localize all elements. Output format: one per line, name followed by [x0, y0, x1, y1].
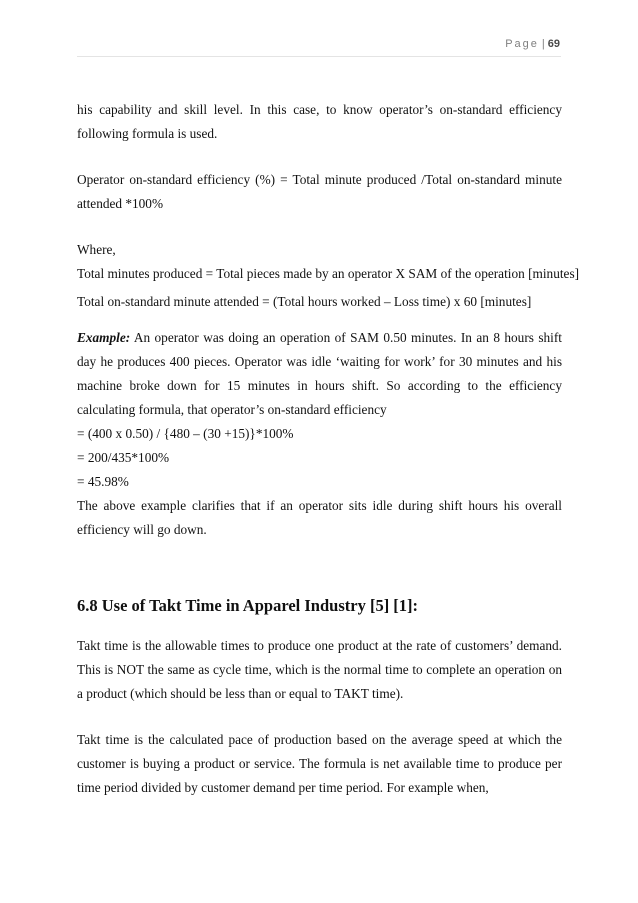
- calculation-step-1: = (400 x 0.50) / {480 – (30 +15)}*100%: [77, 426, 294, 441]
- calculation-step-2: = 200/435*100%: [77, 450, 170, 465]
- conclusion-paragraph: The above example clarifies that if an operator sits idle during shift hours his overall efficiency will go down.: [77, 498, 562, 537]
- calculation-step-3: = 45.98%: [77, 474, 129, 489]
- header-separator: |: [541, 38, 545, 50]
- definition-total-minutes: Total minutes produced = Total pieces made by an operator X SAM of the operation [minutes]: [77, 266, 580, 281]
- section-heading: 6.8 Use of Takt Time in Apparel Industry [5] [1]:: [77, 596, 419, 615]
- document-body: [77, 98, 580, 800]
- takt-paragraph-2: Takt time is the calculated pace of production based on the average speed at which the customer is buying a product or service. The formula is net available time to produce per time period divided by customer demand per time period. For example when,: [77, 732, 562, 795]
- example-paragraph: [77, 326, 562, 422]
- formula-paragraph: Operator on-standard efficiency (%) = Total minute produced /Total on-standard minute attended *100%: [77, 172, 562, 211]
- example-text: An operator was doing an operation of SAM 0.50 minutes. In an 8 hours shift day he produces 400 pieces. Operator was idle ‘waiting for work’ for 30 minutes and his machine broke down for 15 minutes in hours shift. So according to the efficiency calculating formula, that operator’s on-standard efficiency: [77, 330, 562, 417]
- header-rule: [77, 56, 561, 57]
- page-header: [505, 38, 560, 50]
- paragraph-intro: his capability and skill level. In this case, to know operator’s on-standard efficiency following formula is used.: [77, 102, 562, 141]
- example-label: Example:: [77, 330, 131, 345]
- takt-paragraph-1: Takt time is the allowable times to produce one product at the rate of customers’ demand. This is NOT the same as cycle time, which is the normal time to complete an operation on a product (which should be less than or equal to TAKT time).: [77, 638, 562, 701]
- page-label: Page: [505, 38, 539, 50]
- where-label: Where,: [77, 242, 116, 257]
- page-number: 69: [547, 38, 560, 50]
- definition-standard-minutes: Total on-standard minute attended = (Total hours worked – Loss time) x 60 [minutes]: [77, 294, 532, 309]
